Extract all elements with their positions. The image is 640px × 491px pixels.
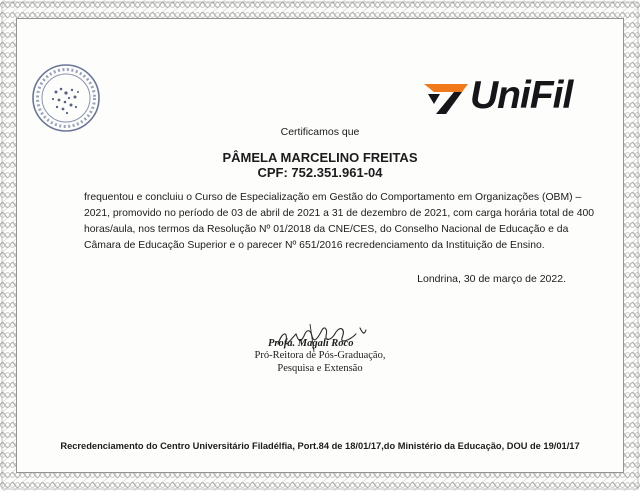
signatory-role-line1: Pró-Reitora de Pós-Graduação,: [254, 350, 386, 361]
body-line: 2021, promovido no período de 03 de abril de 2021 a 31 de dezembro de 2021, com carga horária total de 400: [84, 208, 595, 219]
certificate-body: [84, 190, 595, 254]
recipient-name: PÂMELA MARCELINO FREITAS: [222, 150, 418, 165]
unifil-logo: [424, 76, 584, 122]
logo-wordmark: UniFil: [470, 74, 573, 117]
recipient-cpf: CPF: 752.351.961-04: [257, 165, 383, 180]
body-line: Câmara de Educação Superior e o parecer Nº 651/2016 recredenciamento da Instituição de Ensino.: [84, 240, 545, 251]
signatory-name: Profa. Magali Roco: [268, 338, 354, 349]
university-seal-icon: [30, 62, 102, 134]
place-date: Londrina, 30 de março de 2022.: [417, 273, 566, 285]
body-line: horas/aula, nos termos da Resolução Nº 01/2018 da CNE/CES, do Conselho Nacional de Educação e da: [84, 224, 569, 235]
accreditation-footer: Recredenciamento do Centro Universitário Filadélfia, Port.84 de 18/01/17,do Ministério da Educação, DOU de 19/01/17: [60, 441, 580, 451]
signatory-role-line2: Pesquisa e Extensão: [277, 363, 363, 374]
unifil-logo-mark-icon: [424, 82, 468, 114]
body-line: frequentou e concluiu o Curso de Especialização em Gestão do Comportamento em Organizações (OBM) –: [84, 192, 582, 203]
certify-intro: Certificamos que: [280, 126, 360, 138]
